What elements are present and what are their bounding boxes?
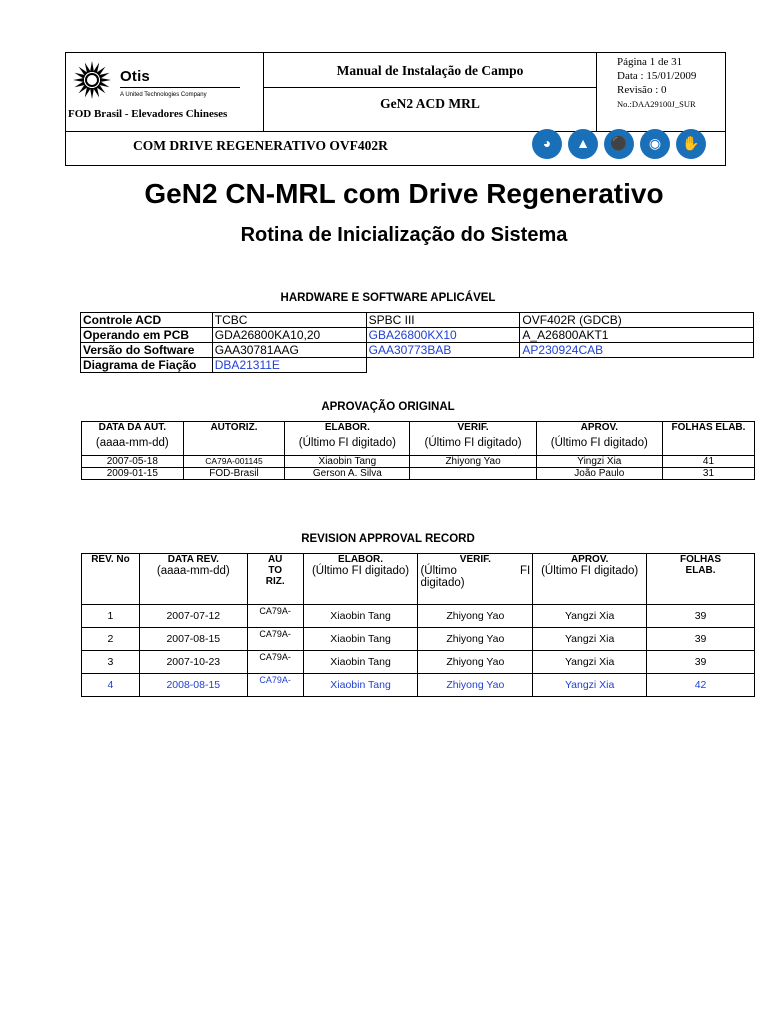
page-info: Página 1 de 31 (617, 56, 683, 68)
document-header (65, 52, 726, 166)
col-header-rev: REV. No (82, 554, 140, 605)
cell: FOD-Brasil (183, 468, 285, 480)
cell: CA79A- (247, 651, 303, 674)
cell-link[interactable]: DBA21311E (212, 358, 366, 373)
col-header: DATA DA AUT. (82, 422, 184, 438)
cell: Zhiyong Yao (418, 674, 533, 697)
cell: 1 (82, 605, 140, 628)
cell: Xiaobin Tang (285, 456, 410, 468)
cell: Gerson A. Silva (285, 468, 410, 480)
cell: 2007-08-15 (139, 628, 247, 651)
table-row (82, 628, 755, 651)
table-row (82, 456, 755, 468)
table-header-row (82, 554, 755, 605)
col-header: AUTORIZ. (183, 422, 285, 438)
doc-number: No.:DAA29100J_SUR (617, 99, 696, 109)
cell: A_A26800AKT1 (520, 328, 754, 343)
doc-revision: Revisão : 0 (617, 84, 667, 96)
col-header: APROV. (536, 422, 662, 438)
cell: Zhiyong Yao (418, 651, 533, 674)
division-label: FOD Brasil - Elevadores Chineses (68, 108, 228, 120)
col-header: FOLHAS ELAB. (662, 422, 754, 456)
table-row (82, 651, 755, 674)
cell-label: Diagrama de Fiação (81, 358, 213, 373)
cell (410, 468, 536, 480)
cell: CA79A- (247, 628, 303, 651)
cell: CA79A-001145 (183, 456, 285, 468)
table-row-highlighted (82, 674, 755, 697)
col-header-folhas: FOLHAS ELAB. (647, 554, 755, 605)
cell-label: Operando em PCB (81, 328, 213, 343)
logo-tagline: A United Technologies Company (120, 92, 207, 98)
cell-label: Controle ACD (81, 313, 213, 328)
cell: 2008-08-15 (139, 674, 247, 697)
cell: 39 (647, 605, 755, 628)
col-subheader (183, 437, 285, 456)
ear-protection-icon: ◕ (532, 129, 562, 159)
table-row (81, 313, 754, 328)
cell: CA79A- (247, 674, 303, 697)
col-header-elabor: ELABOR. (Último FI digitado) (303, 554, 418, 605)
col-subheader: (aaaa-mm-dd) (82, 437, 184, 456)
table-row (82, 468, 755, 480)
table-subheader-row (82, 437, 755, 456)
col-header-verif: VERIF. (Último FI digitado) (418, 554, 533, 605)
cell: Xiaobin Tang (303, 651, 418, 674)
logo-name: Otis (120, 68, 150, 85)
hardware-heading: HARDWARE E SOFTWARE APLICÁVEL (280, 292, 496, 304)
cell: 2 (82, 628, 140, 651)
table-row (81, 343, 754, 358)
cell-link[interactable]: AP230924CAB (520, 343, 754, 358)
table-row (81, 328, 754, 343)
page-title: GeN2 CN-MRL com Drive Regenerativo (144, 178, 664, 209)
approval-table (81, 421, 755, 480)
col-header: VERIF. (410, 422, 536, 438)
cell: 31 (662, 468, 754, 480)
safety-glasses-icon: ◉ (640, 129, 670, 159)
cell: OVF402R (GDCB) (520, 313, 754, 328)
cell-label: Versão do Software (81, 343, 213, 358)
cell: 2009-01-15 (82, 468, 184, 480)
doc-date: Data : 15/01/2009 (617, 70, 697, 82)
cell: Xiaobin Tang (303, 628, 418, 651)
cell: 2007-05-18 (82, 456, 184, 468)
fall-protection-icon: ⚫ (604, 129, 634, 159)
cell: João Paulo (536, 468, 662, 480)
cell: Zhiyong Yao (410, 456, 536, 468)
doc-name: GeN2 ACD MRL (380, 96, 480, 111)
drive-label: COM DRIVE REGENERATIVO OVF402R (133, 138, 388, 153)
table-header-row (82, 422, 755, 438)
cell: Xiaobin Tang (303, 605, 418, 628)
table-row (81, 358, 754, 373)
cell: TCBC (212, 313, 366, 328)
cell: 4 (82, 674, 140, 697)
col-subheader: (Último FI digitado) (285, 437, 410, 456)
col-header: ELABOR. (285, 422, 410, 438)
otis-logo (70, 59, 258, 101)
cell: GDA26800KA10,20 (212, 328, 366, 343)
cell: 3 (82, 651, 140, 674)
cell-link[interactable]: GAA30773BAB (366, 343, 520, 358)
cell-link[interactable]: GBA26800KX10 (366, 328, 520, 343)
otis-sunburst-icon (70, 59, 114, 101)
cell: 41 (662, 456, 754, 468)
cell: Zhiyong Yao (418, 605, 533, 628)
col-header-date: DATA REV. (aaaa-mm-dd) (139, 554, 247, 605)
cell: Zhiyong Yao (418, 628, 533, 651)
revision-heading: REVISION APPROVAL RECORD (301, 533, 475, 545)
col-subheader: (Último FI digitado) (410, 437, 536, 456)
cell: 2007-07-12 (139, 605, 247, 628)
cell: CA79A- (247, 605, 303, 628)
hard-hat-icon: ▲ (568, 129, 598, 159)
col-header-autoriz: AU TO RIZ. (247, 554, 303, 605)
hardware-table (80, 312, 754, 373)
col-header-aprov: APROV. (Último FI digitado) (533, 554, 647, 605)
cell: 39 (647, 628, 755, 651)
cell: 2007-10-23 (139, 651, 247, 674)
cell: 42 (647, 674, 755, 697)
cell: Yangzi Xia (533, 628, 647, 651)
cell: Yangzi Xia (533, 651, 647, 674)
cell: GAA30781AAG (212, 343, 366, 358)
cell: Yangzi Xia (533, 674, 647, 697)
col-subheader: (Último FI digitado) (536, 437, 662, 456)
approval-heading: APROVAÇÃO ORIGINAL (321, 401, 455, 413)
cell: Xiaobin Tang (303, 674, 418, 697)
cell: 39 (647, 651, 755, 674)
table-row (82, 605, 755, 628)
cell: SPBC III (366, 313, 520, 328)
page-subtitle: Rotina de Inicialização do Sistema (240, 224, 568, 246)
revision-table (81, 553, 755, 697)
cell: Yangzi Xia (533, 605, 647, 628)
manual-title: Manual de Instalação de Campo (336, 63, 524, 78)
cell: Yingzi Xia (536, 456, 662, 468)
gloves-icon: ✋ (676, 129, 706, 159)
